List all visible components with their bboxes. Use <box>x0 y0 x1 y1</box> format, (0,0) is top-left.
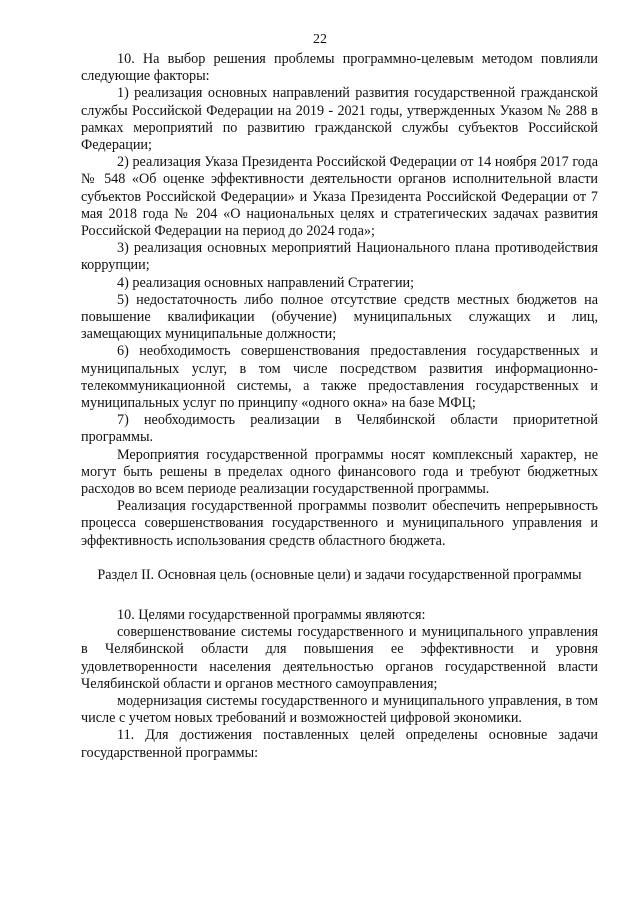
page-number: 22 <box>313 32 327 47</box>
paragraph-factors-intro: 10. На выбор решения проблемы программно-целевым методом повлияли следующие факторы: <box>81 51 598 85</box>
paragraph-measures: Мероприятия государственной программы носят комплексный характер, не могут быть решены в пределах одного финансового года и требуют бюджетных расходов во всем периоде реализации государственной программы. <box>81 446 598 498</box>
paragraph-factor-2: 2) реализация Указа Президента Российской Федерации от 14 ноября 2017 года № 548 «Об оценке эффективности деятельности органов исполнительной власти субъектов Российской Федерации» и Указа Президента Российской Федерации от 7 мая 2018 года № 204 «О национальных целях и стратегических задачах развития Российской Федерации на период до 2024 года»; <box>81 154 598 240</box>
paragraph-factor-1: 1) реализация основных направлений развития государственной гражданской службы Российской Федерации на 2019 - 2021 годы, утвержденных Указом № 288 в рамках мероприятий по развитию гражданской службы субъектов Российской Федерации; <box>81 85 598 154</box>
paragraph-factor-3: 3) реализация основных мероприятий Национального плана противодействия коррупции; <box>81 240 598 274</box>
paragraph-factor-7: 7) необходимость реализации в Челябинской области приоритетной программы. <box>81 412 598 446</box>
paragraph-goal-2: модернизация системы государственного и муниципального управления, в том числе с учетом новых требований и возможностей цифровой экономики. <box>81 692 598 727</box>
paragraph-factor-5: 5) недостаточность либо полное отсутствие средств местных бюджетов на повышение квалификации (обучение) муниципальных служащих и лиц, замещающих муниципальные должности; <box>81 291 598 343</box>
paragraph-factor-6: 6) необходимость совершенствования предоставления государственных и муниципальных услуг, в том числе посредством развития информационно-телекоммуникационной системы, а также предоставления государственных и муниципальных услуг по принципу «одного окна» на базе МФЦ; <box>81 343 598 412</box>
paragraph-implementation: Реализация государственной программы позволит обеспечить непрерывность процесса совершенствования государственного и муниципального управления и эффективность использования средств областного бюджета. <box>81 498 598 549</box>
paragraph-tasks-intro: 11. Для достижения поставленных целей определены основные задачи государственной программы: <box>81 727 598 761</box>
paragraph-goals-intro: 10. Целями государственной программы являются: <box>117 606 426 623</box>
section-heading: Раздел II. Основная цель (основные цели) и задачи государственной программы <box>97 566 582 583</box>
paragraph-goal-1: совершенствование системы государственного и муниципального управления в Челябинской области для повышения ее эффективности и уровня удовлетворенности населения деятельностью органов государственной власти Челябинской области и органов местного самоуправления; <box>81 624 598 692</box>
document-body <box>81 51 598 762</box>
paragraph-factor-4: 4) реализация основных направлений Стратегии; <box>117 274 415 291</box>
